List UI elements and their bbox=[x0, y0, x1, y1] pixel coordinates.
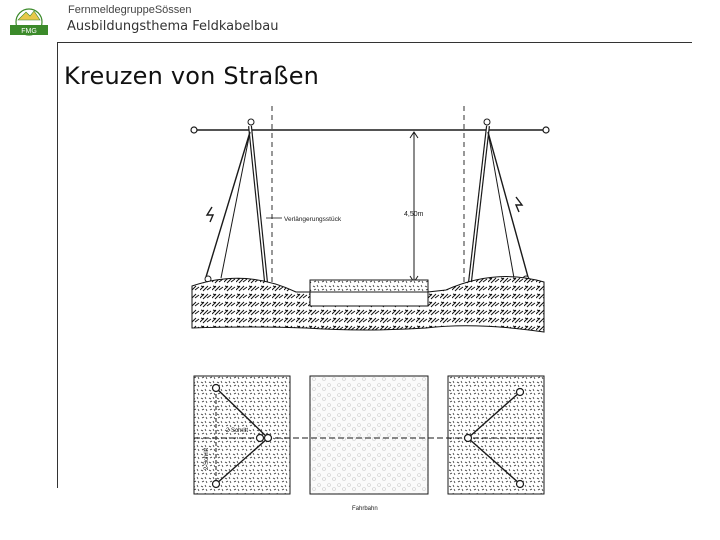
height-label: 4,50m bbox=[404, 211, 424, 218]
right-mast bbox=[470, 119, 529, 282]
plan-view bbox=[194, 376, 544, 512]
header-divider bbox=[58, 42, 692, 43]
right-verge bbox=[448, 376, 544, 494]
road-crossing-drawing bbox=[176, 92, 556, 522]
club-logo bbox=[4, 8, 54, 42]
road-label: Fahrbahn bbox=[352, 506, 378, 512]
slide-title: Kreuzen von Straßen bbox=[64, 62, 320, 90]
training-subject: Ausbildungsthema Feldkabelbau bbox=[67, 19, 279, 34]
club-logo-icon bbox=[4, 8, 54, 42]
left-divider bbox=[57, 42, 58, 488]
steps-vertical-label: 2 Schritt bbox=[204, 447, 210, 470]
left-mast bbox=[205, 119, 266, 282]
org-name: FernmeldegruppeSössen bbox=[68, 4, 192, 16]
extension-label: Verlängerungsstück bbox=[284, 216, 342, 223]
road-surface bbox=[310, 376, 428, 494]
steps-horizontal-label: 2 Schritt bbox=[226, 428, 249, 434]
road-crossing-figure bbox=[176, 92, 556, 522]
road-slab bbox=[310, 280, 428, 292]
side-elevation bbox=[191, 106, 549, 332]
logo-text: FMG bbox=[21, 28, 37, 35]
left-verge bbox=[194, 376, 290, 494]
